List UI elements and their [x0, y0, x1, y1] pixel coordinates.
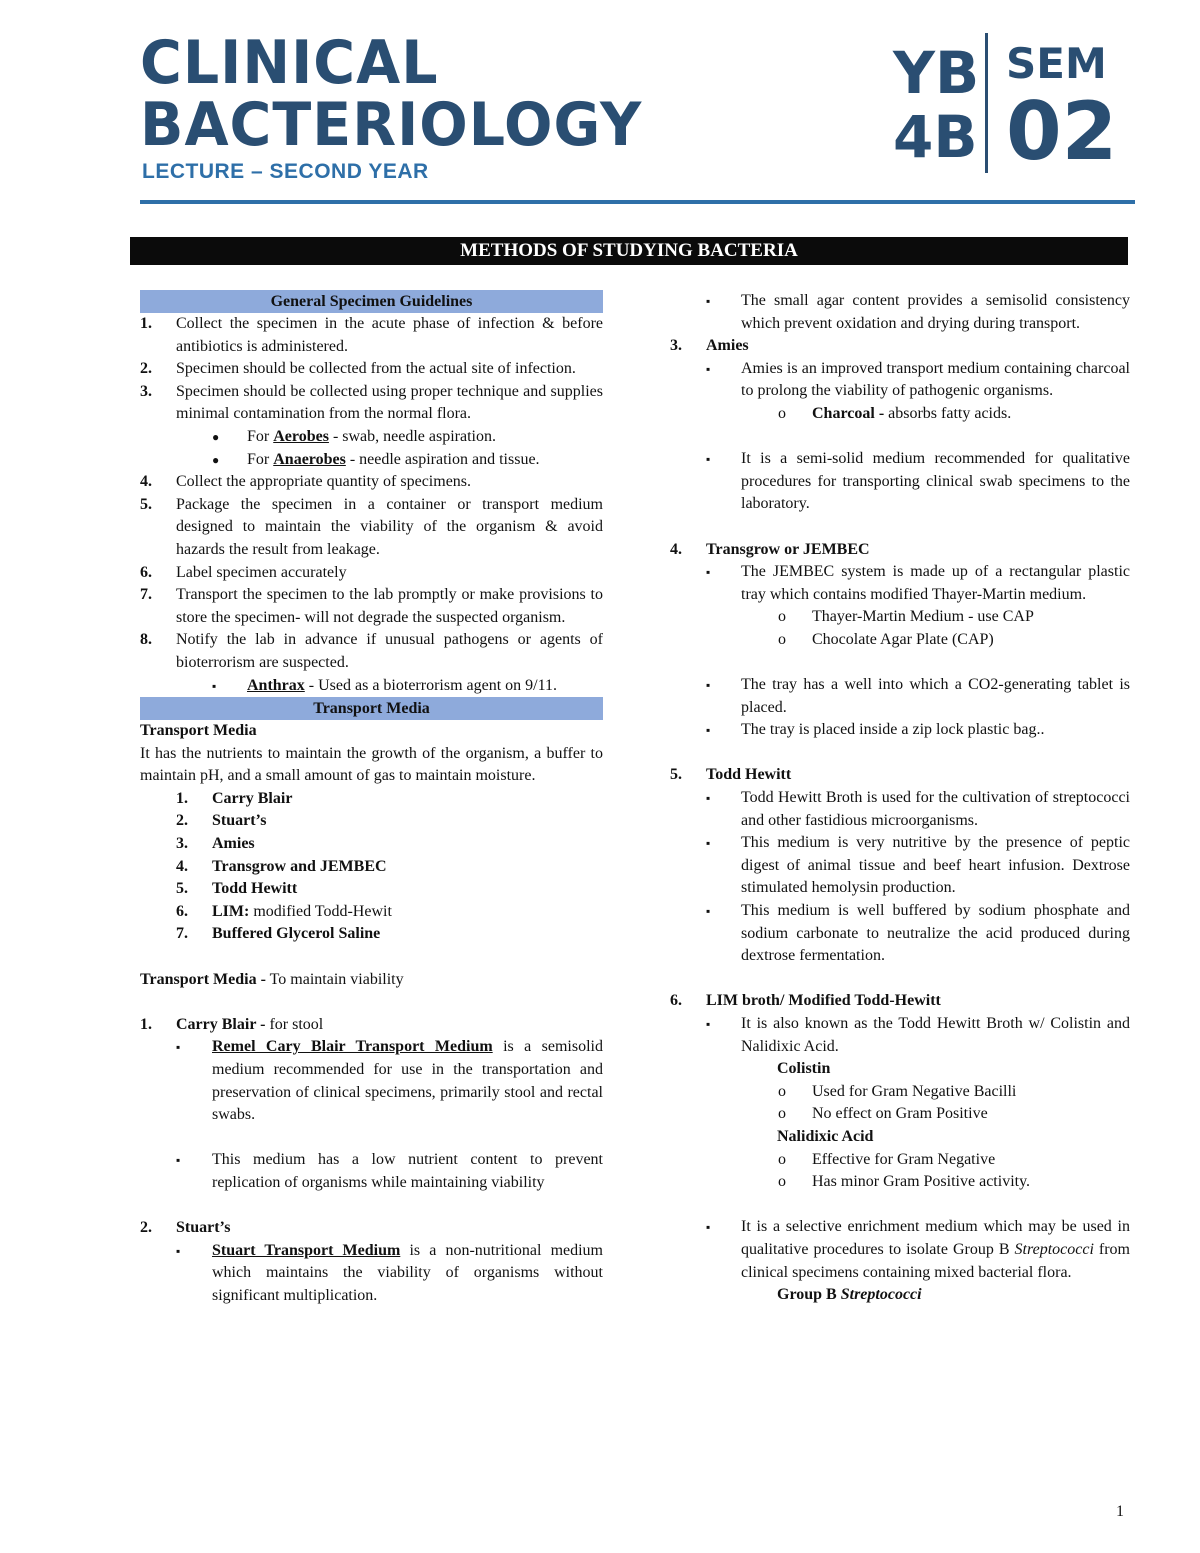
- media-list-item: [140, 810, 603, 833]
- guideline-item: [140, 562, 603, 585]
- sub-item: [670, 1171, 1130, 1194]
- item-number: 2.: [176, 812, 188, 830]
- item-number: 4.: [140, 473, 152, 491]
- item-text: Has minor Gram Positive activity.: [812, 1173, 1031, 1191]
- item-number: 3.: [670, 337, 682, 355]
- item-number: 6.: [140, 563, 152, 581]
- list-item: [670, 448, 1130, 516]
- aerobes-text: - swab, needle aspiration.: [328, 427, 496, 445]
- item-number: 1.: [140, 315, 152, 332]
- viability-text: To maintain viability: [265, 970, 404, 988]
- item-text: Transport the specimen to the lab promptly or make provisions to store the specimen- will not degrade the suspected organism.: [176, 586, 603, 626]
- media-list-item: [140, 901, 603, 924]
- guideline-item: [140, 471, 603, 494]
- item-number: 1.: [176, 789, 188, 807]
- bullet-circle-icon: o: [778, 1105, 786, 1123]
- item-number: 5.: [176, 880, 188, 898]
- list-item: [670, 900, 1130, 968]
- header-rule: [140, 200, 1135, 204]
- term: Stuart Transport Medium: [212, 1241, 401, 1259]
- item-text: The tray is placed inside a zip lock plastic bag..: [741, 721, 1045, 739]
- transport-subheading: Transport Media: [140, 722, 257, 740]
- guideline-item: [140, 629, 603, 674]
- media-section-title: [670, 539, 1130, 562]
- media-section-title: [670, 335, 1130, 358]
- item-number: 1.: [140, 1015, 152, 1033]
- item-text: The JEMBEC system is made up of a rectangular plastic tray which contains modified Thayer-Martin medium.: [741, 563, 1130, 603]
- media-label: Transgrow and JEMBEC: [212, 857, 387, 875]
- anthrax-term: Anthrax: [247, 676, 305, 694]
- media-label: Todd Hewitt: [212, 880, 298, 898]
- term: Remel Cary Blair Transport Medium: [212, 1038, 493, 1056]
- media-list-item: [140, 833, 603, 856]
- media-list-item: [140, 923, 603, 946]
- item-text: This medium is very nutritive by the presence of peptic digest of animal tissue and beef heart infusion. Dextrose stimulated hemolysin production.: [741, 834, 1130, 897]
- bullet-square-icon: ▪: [706, 1220, 711, 1235]
- guideline-item: [140, 313, 603, 358]
- media-section-title: [140, 1217, 603, 1240]
- section-title: Carry Blair -: [176, 1015, 266, 1033]
- item-number: 4.: [176, 857, 188, 875]
- sem-value: 02: [1006, 85, 1118, 178]
- bullet-square-icon: ▪: [706, 565, 711, 580]
- bullet-dot-icon: ●: [212, 429, 220, 444]
- left-column: [140, 290, 603, 1308]
- list-item: [140, 1036, 603, 1126]
- item-text: It is a selective enrichment medium which may be used in qualitative procedures to isolate Group B: [741, 1218, 1130, 1258]
- sub-item: [670, 606, 1130, 629]
- bullet-square-icon: ▪: [706, 723, 711, 738]
- sub-item: [670, 1081, 1130, 1104]
- bullet-square-icon: ▪: [212, 678, 217, 693]
- item-text: Chocolate Agar Plate (CAP): [812, 630, 994, 648]
- list-item: [670, 358, 1130, 403]
- item-number: 7.: [176, 925, 188, 943]
- item-text: Todd Hewitt Broth is used for the cultivation of streptococci and other fastidious microorganisms.: [741, 789, 1130, 829]
- sem-label: SEM: [1006, 39, 1107, 88]
- item-text: Package the specimen in a container or transport medium designed to maintain the viability of the organism & avoid hazards the result from leakage.: [176, 495, 603, 558]
- item-number: 3.: [140, 382, 152, 400]
- list-item: [670, 832, 1130, 900]
- list-item: [140, 675, 603, 698]
- section-title-rest: for stool: [265, 1015, 324, 1033]
- item-text: Collect the appropriate quantity of specimens.: [176, 473, 472, 491]
- item-text: Specimen should be collected using proper technique and supplies minimal contamination from the normal flora.: [176, 382, 603, 423]
- viability-line: [140, 969, 603, 992]
- media-label: Carry Blair: [212, 789, 293, 807]
- bullet-square-icon: ▪: [706, 1017, 711, 1031]
- guideline-item: [140, 381, 603, 426]
- list-item: [140, 449, 603, 472]
- sub-item: [670, 1103, 1130, 1126]
- viability-label: Transport Media -: [140, 970, 266, 988]
- section-title: Stuart’s: [176, 1219, 231, 1237]
- doc-title-line2: BACTERIOLOGY: [140, 90, 643, 160]
- list-item: [670, 1216, 1130, 1284]
- anthrax-text: - Used as a bioterrorism agent on 9/11.: [304, 676, 558, 694]
- list-item: [140, 1149, 603, 1194]
- bullet-square-icon: ▪: [706, 361, 711, 376]
- section-title: Todd Hewitt: [706, 766, 792, 784]
- item-text: Thayer-Martin Medium - use CAP: [812, 608, 1034, 626]
- list-item: [670, 787, 1130, 832]
- bullet-square-icon: ▪: [706, 836, 711, 851]
- section-banner: METHODS OF STUDYING BACTERIA: [130, 237, 1128, 265]
- italic-term: Streptococci: [1014, 1240, 1094, 1258]
- list-item: [670, 561, 1130, 606]
- aerobes-term: Aerobes: [273, 427, 329, 445]
- item-text: Specimen should be collected from the actual site of infection.: [176, 360, 576, 378]
- bullet-square-icon: ▪: [706, 791, 711, 806]
- media-label: Amies: [212, 835, 255, 853]
- item-number: 4.: [670, 540, 682, 558]
- bullet-circle-icon: o: [778, 1082, 786, 1100]
- bullet-square-icon: ▪: [706, 294, 711, 308]
- item-text: This medium has a low nutrient content to prevent replication of organisms while maintaining viability: [212, 1151, 603, 1191]
- item-number: 6.: [670, 992, 682, 1010]
- section-title: Amies: [706, 337, 749, 355]
- item-text: Label specimen accurately: [176, 563, 347, 581]
- media-section-title: [140, 1014, 603, 1037]
- list-item: [670, 290, 1130, 335]
- item-text: from clinical specimens containing mixed bacterial flora.: [741, 1240, 1130, 1281]
- media-section-title: [670, 990, 1130, 1013]
- media-label: Stuart’s: [212, 812, 267, 830]
- anaerobes-term: Anaerobes: [273, 450, 346, 468]
- bullet-square-icon: ▪: [706, 452, 711, 467]
- item-number: 2.: [140, 360, 152, 378]
- guideline-item: [140, 494, 603, 562]
- list-item: [140, 426, 603, 449]
- item-text: It is also known as the Todd Hewitt Broth w/ Colistin and Nalidixic Acid.: [741, 1015, 1130, 1055]
- item-number: 8.: [140, 631, 152, 649]
- group-b-label: Group B: [777, 1286, 841, 1304]
- media-section-title: [670, 764, 1130, 787]
- item-text: Collect the specimen in the acute phase of infection & before antibiotics is administered.: [176, 315, 603, 355]
- bullet-square-icon: ▪: [176, 1153, 181, 1168]
- yb-label: YB: [893, 39, 980, 107]
- item-number: 5.: [670, 766, 682, 784]
- media-list-item: [140, 788, 603, 811]
- subheading: [670, 1284, 1130, 1307]
- yb-value: 4B: [893, 103, 978, 171]
- item-text: This medium is well buffered by sodium phosphate and sodium carbonate to neutralize the acid produced during dextrose fermentation.: [741, 902, 1130, 965]
- item-number: 7.: [140, 586, 152, 604]
- item-number: 5.: [140, 495, 152, 513]
- bullet-circle-icon: o: [778, 404, 786, 422]
- aerobes-pre: For: [247, 427, 274, 445]
- item-text: Effective for Gram Negative: [812, 1150, 996, 1168]
- media-list-item: [140, 878, 603, 901]
- sub-item: [670, 629, 1130, 652]
- item-text: is a non-nutritional medium which maintains the viability of organisms without significant multiplication.: [212, 1241, 604, 1304]
- item-text: absorbs fatty acids.: [884, 404, 1012, 422]
- guidelines-heading: General Specimen Guidelines: [140, 290, 603, 313]
- guideline-item: [140, 358, 603, 381]
- item-text: Amies is an improved transport medium containing charcoal to prolong the viability of pathogenic organisms.: [741, 359, 1130, 400]
- doc-title-line1: CLINICAL: [140, 28, 439, 98]
- italic-term: Streptococci: [840, 1286, 922, 1304]
- bullet-circle-icon: o: [778, 630, 786, 648]
- doc-subtitle: LECTURE – SECOND YEAR: [142, 160, 429, 183]
- item-text: Notify the lab in advance if unusual pathogens or agents of bioterrorism are suspected.: [176, 631, 603, 671]
- header-divider: [985, 33, 988, 173]
- item-text: The small agar content provides a semisolid consistency which prevent oxidation and drying during transport.: [741, 292, 1130, 332]
- section-title: Transgrow or JEMBEC: [706, 540, 870, 558]
- transport-heading: Transport Media: [140, 697, 603, 720]
- bullet-square-icon: ▪: [176, 1040, 181, 1055]
- subheading: Nalidixic Acid: [777, 1127, 874, 1145]
- media-label: Buffered Glycerol Saline: [212, 925, 381, 943]
- bullet-square-icon: ▪: [706, 678, 711, 693]
- bullet-square-icon: ▪: [706, 904, 711, 919]
- section-title: LIM broth/ Modified Todd-Hewitt: [706, 992, 941, 1010]
- subheading: Colistin: [777, 1060, 831, 1078]
- page-number: 1: [1116, 1503, 1124, 1520]
- sub-item: [670, 403, 1130, 426]
- list-item: [140, 1240, 603, 1308]
- media-label: LIM:: [212, 902, 250, 920]
- item-text: is a semisolid medium recommended for use in the transportation and preservation of clinical specimens, primarily stool and rectal swabs.: [212, 1038, 603, 1124]
- item-text: The tray has a well into which a CO2-generating tablet is placed.: [741, 676, 1130, 716]
- item-text: Used for Gram Negative Bacilli: [812, 1082, 1017, 1100]
- anaerobes-pre: For: [247, 450, 274, 468]
- list-item: [670, 1013, 1130, 1058]
- bullet-circle-icon: o: [778, 608, 786, 626]
- media-text: modified Todd-Hewit: [249, 902, 392, 920]
- item-number: 2.: [140, 1219, 152, 1237]
- item-number: 6.: [176, 902, 188, 920]
- item-text: No effect on Gram Positive: [812, 1105, 988, 1123]
- transport-intro: It has the nutrients to maintain the growth of the organism, a buffer to maintain pH, and a small amount of gas to maintain moisture.: [140, 744, 603, 785]
- right-column: [670, 290, 1130, 1307]
- guideline-item: [140, 584, 603, 629]
- item-number: 3.: [176, 835, 188, 853]
- bullet-square-icon: ▪: [176, 1243, 181, 1258]
- list-item: [670, 719, 1130, 742]
- bullet-circle-icon: o: [778, 1150, 786, 1168]
- sub-item: [670, 1149, 1130, 1172]
- list-item: [670, 674, 1130, 719]
- anaerobes-text: - needle aspiration and tissue.: [345, 450, 540, 468]
- media-list-item: [140, 856, 603, 879]
- bullet-dot-icon: ●: [212, 452, 220, 467]
- bullet-circle-icon: o: [778, 1173, 786, 1191]
- term: Charcoal -: [812, 404, 885, 422]
- item-text: It is a semi-solid medium recommended for qualitative procedures for transporting clinical swab specimens to the laboratory.: [741, 450, 1130, 513]
